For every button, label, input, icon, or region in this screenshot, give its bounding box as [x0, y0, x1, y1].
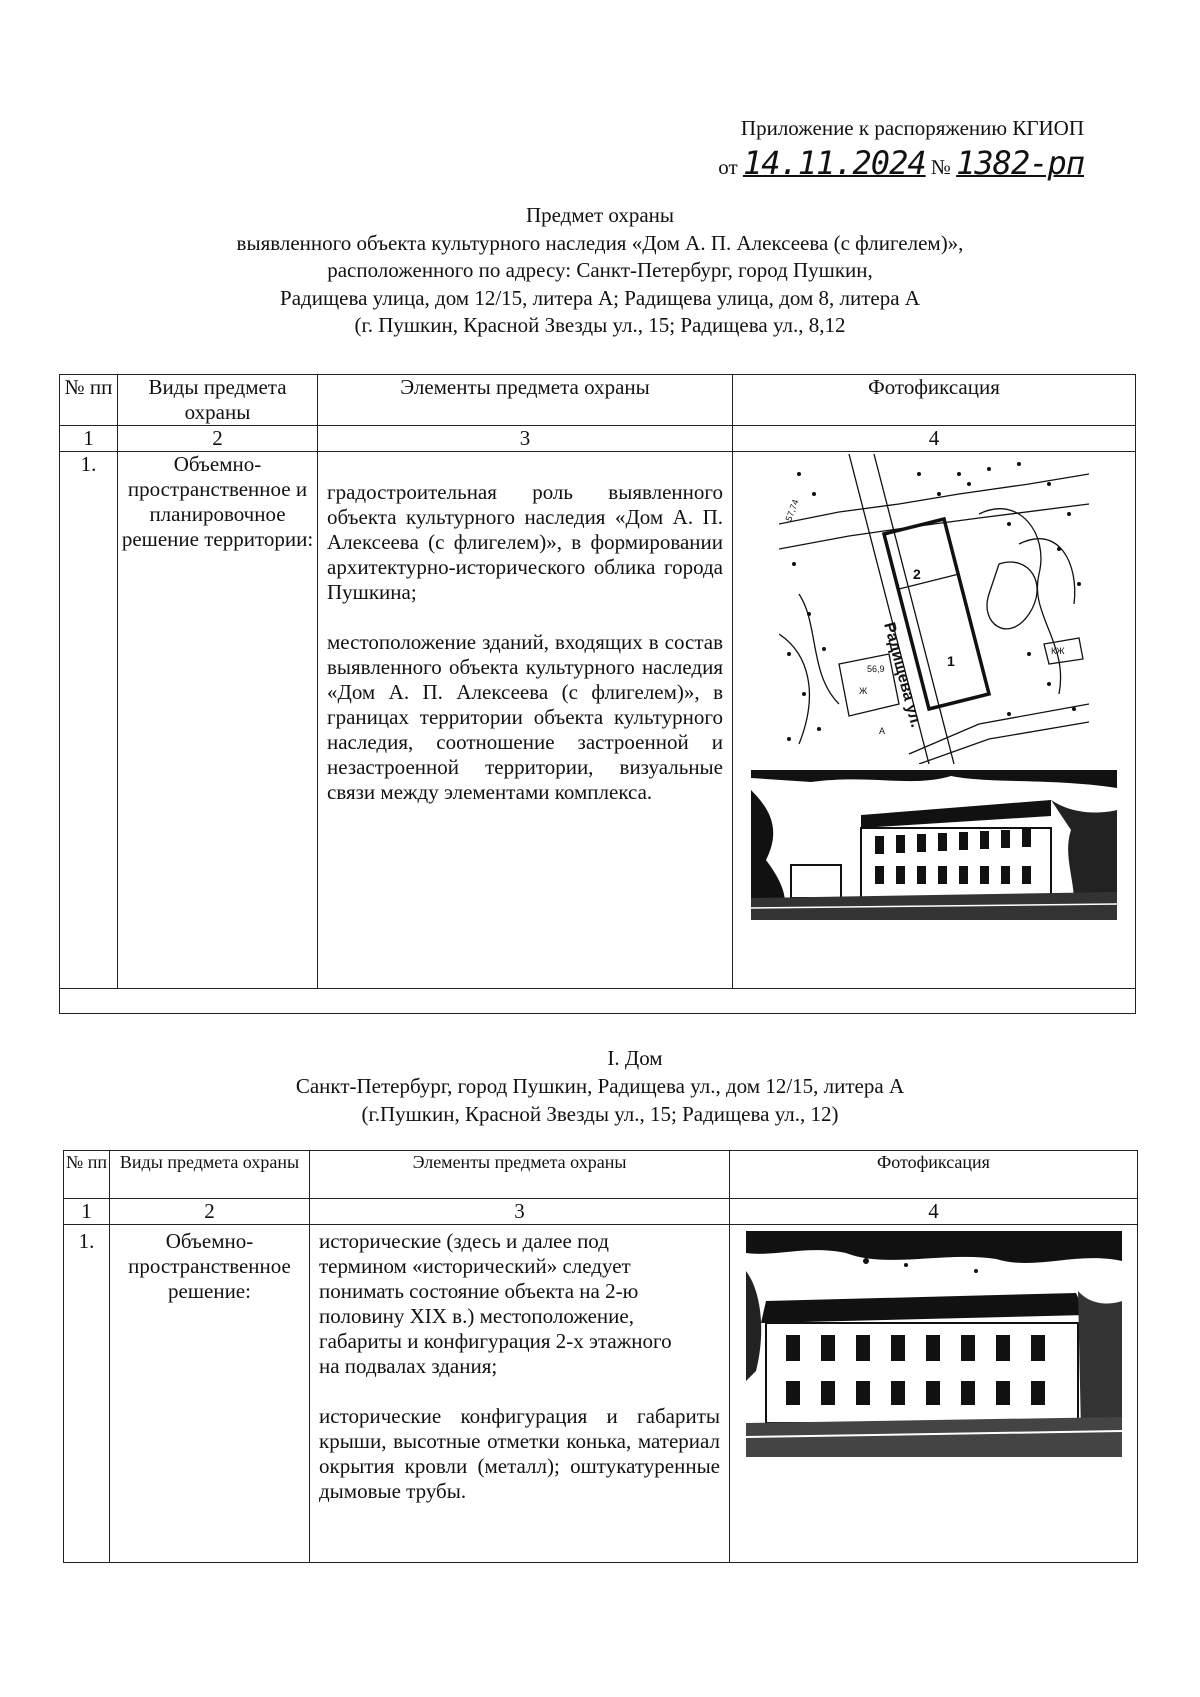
handwritten-date: 14.11.2024: [742, 144, 926, 182]
handwritten-number: 1382-рп: [956, 144, 1084, 182]
col-number: 4: [733, 426, 1136, 452]
row-elements: [318, 452, 733, 989]
annex-reference: Приложение к распоряжению КГИОП: [740, 116, 1084, 140]
map-label: 57,74: [783, 498, 801, 523]
map-label: 2: [913, 566, 921, 582]
map-label: 56,9: [867, 664, 885, 674]
header-elements: Элементы предмета охраны: [318, 375, 733, 426]
header-photo: Фотофиксация: [730, 1151, 1138, 1199]
row-photos: [730, 1225, 1138, 1563]
row-num: 1.: [60, 452, 118, 989]
row-elements: [310, 1225, 730, 1563]
header-elements: Элементы предмета охраны: [310, 1151, 730, 1199]
col-number: 3: [310, 1199, 730, 1225]
header-kind: Виды предмета охраны: [118, 375, 318, 426]
col-number: 3: [318, 426, 733, 452]
header-num: № пп: [60, 375, 118, 426]
from-prefix: от: [718, 155, 738, 179]
header-kind: Виды предмета охраны: [110, 1151, 310, 1199]
section-title: I. Дом: [607, 1046, 663, 1070]
building-photo: [751, 770, 1117, 920]
element-paragraph: исторические (здесь и далее под термином «исторический» следует понимать состояние объекта на 2-ю половину XIX в.) местоположение, габариты и конфигурация 2-х этажного на подвалах здания;: [319, 1229, 672, 1378]
col-number: 1: [60, 426, 118, 452]
header-num: № пп: [64, 1151, 110, 1199]
section-heading: [0, 1044, 1200, 1128]
map-label: 1: [947, 653, 955, 669]
site-map-image: [779, 454, 1089, 764]
building-photo: [746, 1231, 1122, 1457]
title-line: расположенного по адресу: Санкт-Петербург, город Пушкин,: [327, 258, 873, 282]
row-kind: Объемно-пространственное решение:: [110, 1225, 310, 1563]
number-prefix: №: [930, 155, 951, 179]
col-number: 1: [64, 1199, 110, 1225]
title-line: (г. Пушкин, Красной Звезды ул., 15; Радищева ул., 8,12: [354, 313, 846, 337]
col-number: 4: [730, 1199, 1138, 1225]
table1-footer-row: [60, 989, 1136, 1014]
title-line: Предмет охраны: [525, 203, 675, 227]
section-address-alt: (г.Пушкин, Красной Звезды ул., 15; Радищева ул., 12): [361, 1102, 839, 1126]
row-num: 1.: [64, 1225, 110, 1563]
header-photo: Фотофиксация: [733, 375, 1136, 426]
element-paragraph: местоположение зданий, входящих в состав выявленного объекта культурного наследия «Дом А. П. Алексеева (с флигелем)», в границах территории объекта культурного наследия, соотношение застроенной и незастроенной территории, визуальные связи между элементами комплекса.: [327, 630, 723, 804]
protection-table-1: [59, 374, 1136, 1014]
title-line: выявленного объекта культурного наследия «Дом А. П. Алексеева (с флигелем)»,: [236, 230, 964, 255]
protection-table-2: [63, 1150, 1138, 1563]
col-number: 2: [118, 426, 318, 452]
row-kind: Объемно-пространственное и планировочное решение территории:: [118, 452, 318, 989]
annex-date-number: [718, 144, 1084, 182]
col-number: 2: [110, 1199, 310, 1225]
element-paragraph: градостроительная роль выявленного объекта культурного наследия «Дом А. П. Алексеева (с флигелем)», в формировании архитектурно-исторического облика города Пушкина;: [327, 480, 723, 604]
section-address: Санкт-Петербург, город Пушкин, Радищева ул., дом 12/15, литера А: [295, 1074, 905, 1098]
map-label: КЖ: [1051, 646, 1065, 656]
element-paragraph: исторические конфигурация и габариты крыши, высотные отметки конька, материал окрытия кровли (металл); оштукатуренные дымовые трубы.: [319, 1404, 720, 1503]
map-label: А: [879, 726, 886, 736]
title-block: [0, 202, 1200, 340]
map-label: Ж: [859, 686, 868, 696]
row-photos: [733, 452, 1136, 989]
map-street-label: Радищева ул.: [880, 620, 925, 730]
title-line: Радищева улица, дом 12/15, литера А; Радищева улица, дом 8, литера А: [280, 285, 920, 310]
